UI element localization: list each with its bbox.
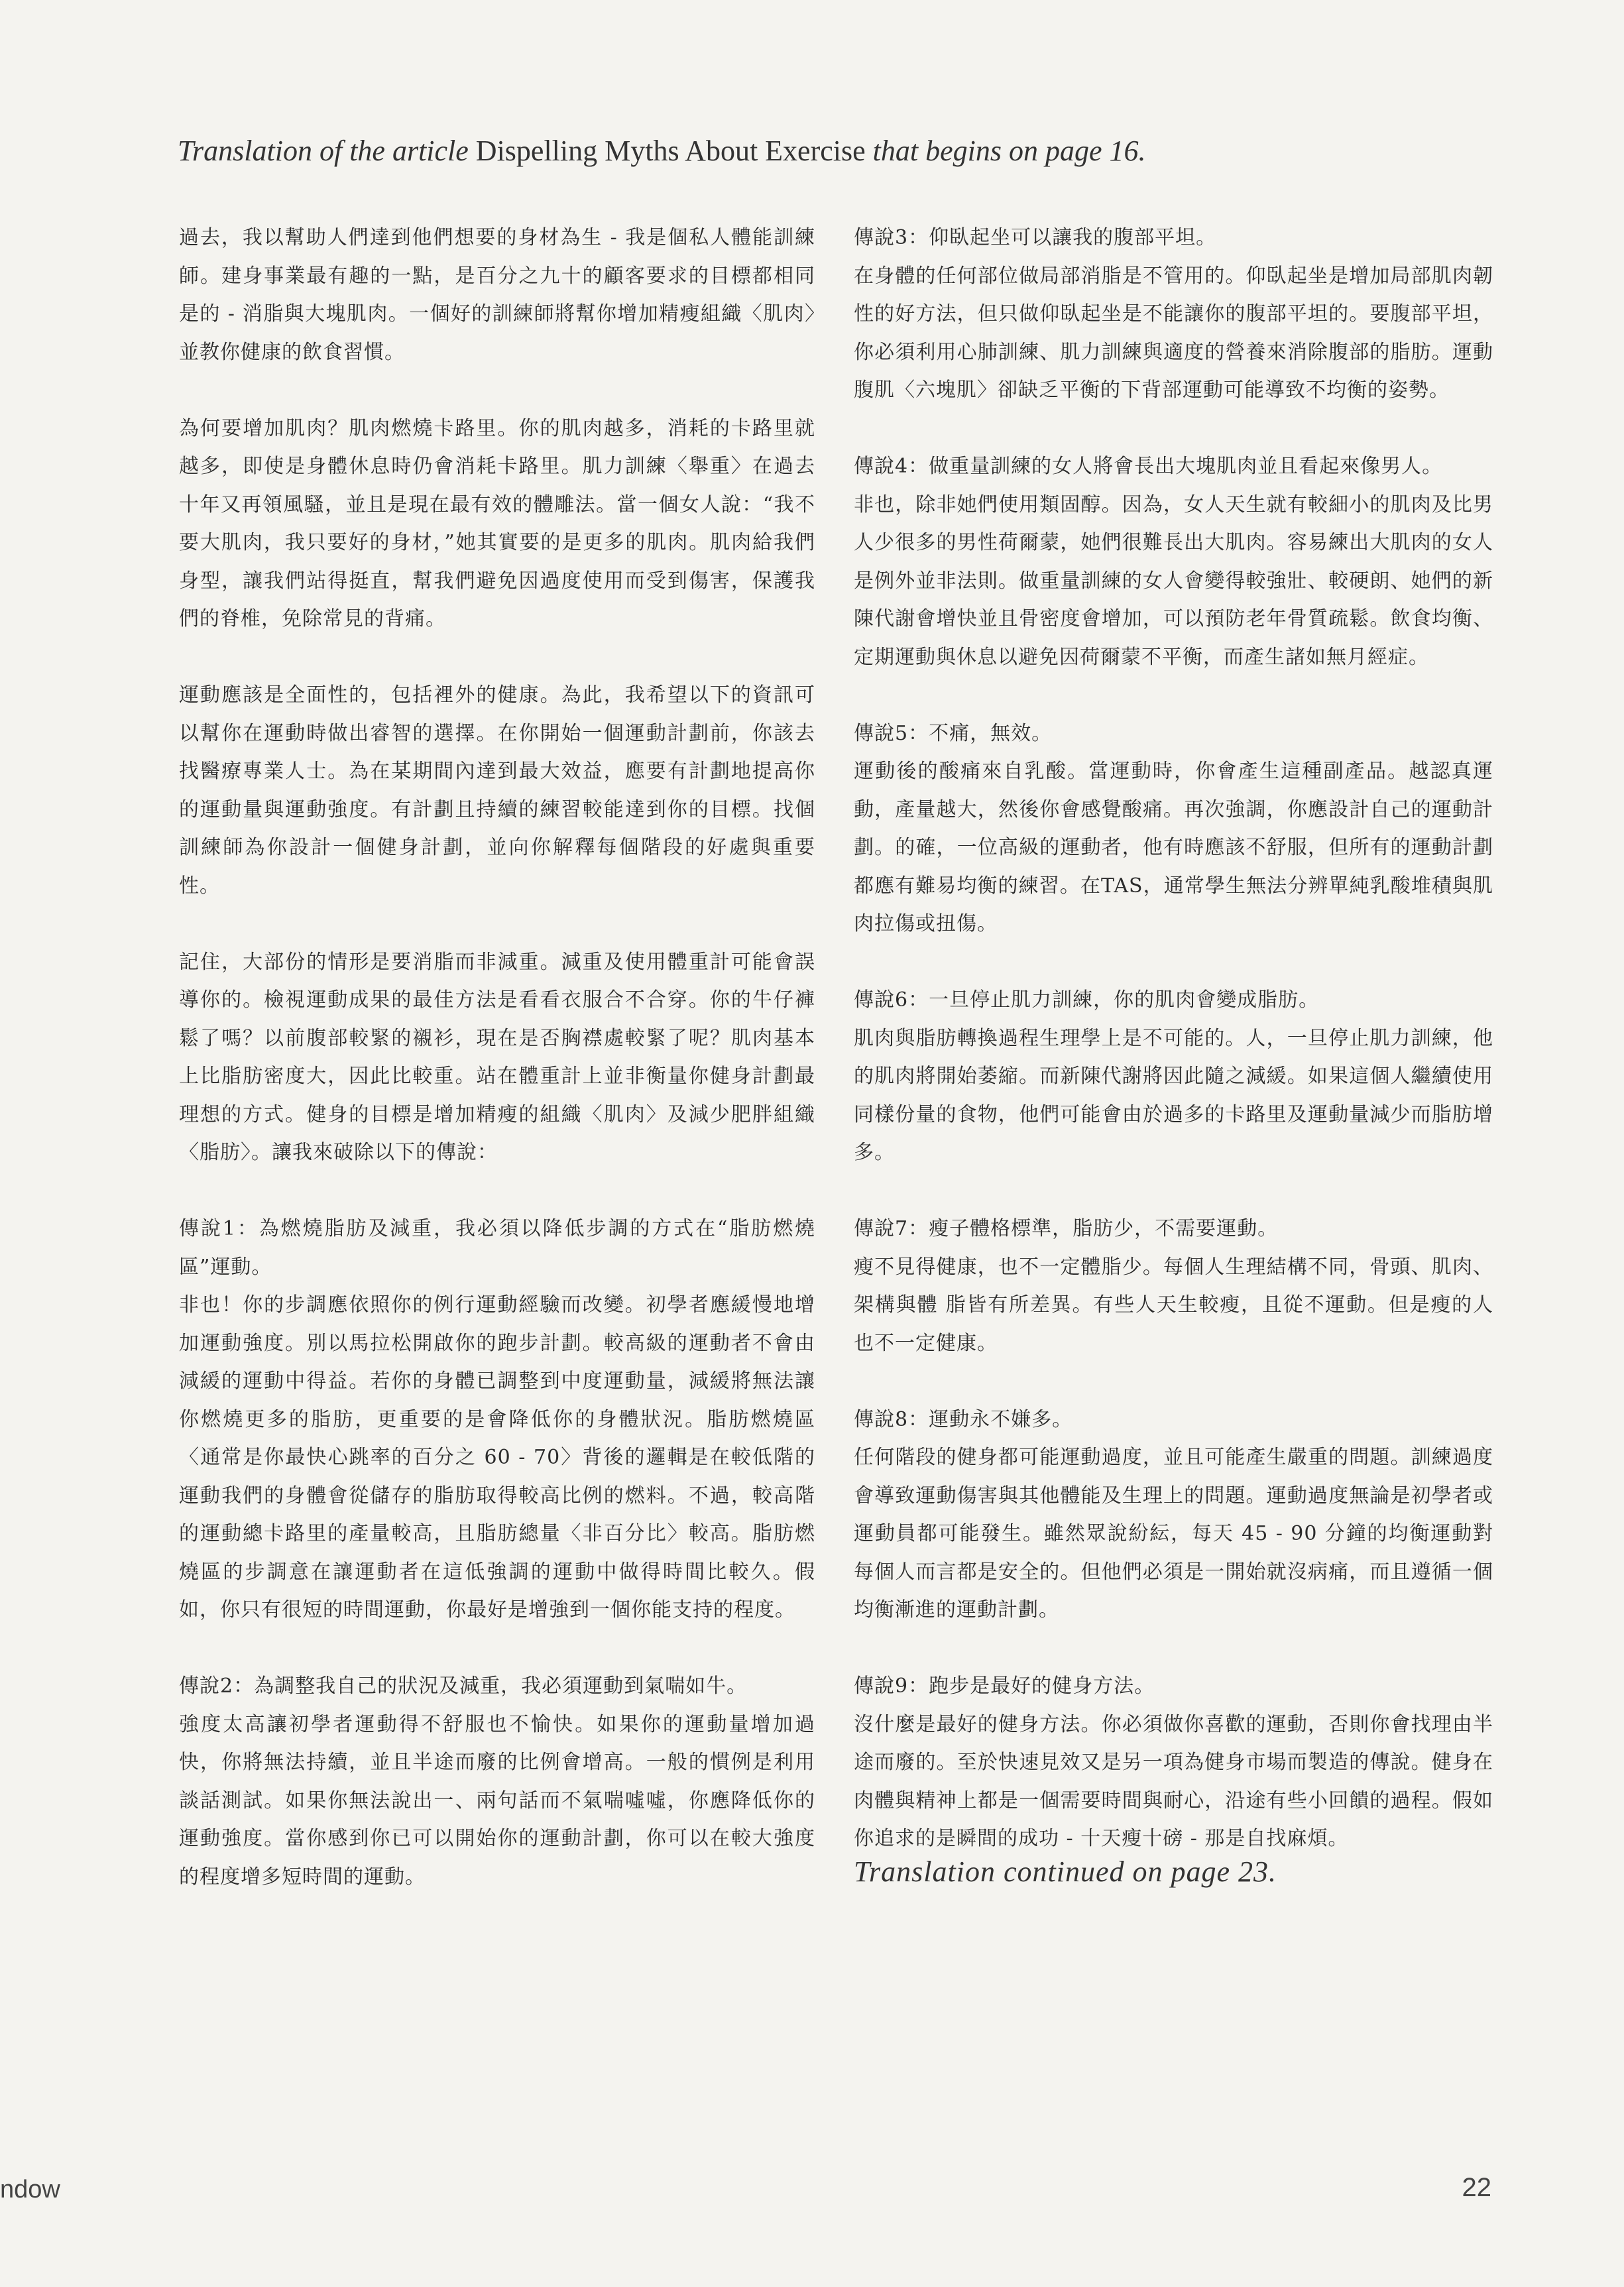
left-column xyxy=(179,219,815,1934)
myth-title: 傳說4：做重量訓練的女人將會長出大塊肌肉並且看起來像男人。 xyxy=(854,455,1443,478)
myth-4 xyxy=(854,447,1493,676)
myth-body: 運動後的酸痛來自乳酸。當運動時，你會產生這種副產品。越認真運動，產量越大，然後你會感覺酸痛。再次強調，你應設計自己的運動計劃。的確，一位高級的運動者，他有時應該不舒服，但所有的運動計劃都應有難易均衡的練習。在TAS，通常學生無法分辨單純乳酸堆積與肌肉拉傷或扭傷。 xyxy=(854,760,1493,935)
myth-title: 傳說1：為燃燒脂肪及減重，我必須以降低步調的方式在“脂肪燃燒區”運動。 xyxy=(179,1217,815,1279)
article-header xyxy=(178,133,1490,170)
myth-body: 沒什麼是最好的健身方法。你必須做你喜歡的運動，否則你會找理由半途而廢的。至於快速見效又是另一項為健身市場而製造的傳說。健身在肉體與精神上都是一個需要時間與耐心，沿途有些小回饋的過程。假如你追求的是瞬間的成功 - 十天瘦十磅 - 那是自找麻煩。 xyxy=(854,1712,1493,1850)
myth-7 xyxy=(854,1210,1493,1362)
page-number: 22 xyxy=(1462,2173,1491,2202)
myth-title: 傳說8：運動永不嫌多。 xyxy=(854,1407,1073,1431)
header-suffix: that begins on page 16. xyxy=(872,135,1146,167)
myth-8 xyxy=(854,1401,1493,1629)
myth-title: 傳說7：瘦子體格標準，脂肪少，不需要運動。 xyxy=(854,1217,1279,1240)
myth-5 xyxy=(854,715,1493,943)
myth-body: 非也，除非她們使用類固醇。因為，女人天生就有較細小的肌肉及比男人少很多的男性荷爾蒙，她們很難長出大肌肉。容易練出大肌肉的女人是例外並非法則。做重量訓練的女人會變得較強壯、較硬朗、她們的新陳代謝會增快並且骨密度會增加，可以預防老年骨質疏鬆。飲食均衡、定期運動與休息以避免因荷爾蒙不平衡，而產生諸如無月經症。 xyxy=(854,493,1493,669)
muscle-paragraph: 為何要增加肌肉？肌肉燃燒卡路里。你的肌肉越多，消耗的卡路里就越多，即使是身體休息時仍會消耗卡路里。肌力訓練〈舉重〉在過去十年又再領風騷，並且是現在最有效的體雕法。當一個女人說：“我不要大肌肉，我只要好的身材，”她其實要的是更多的肌肉。肌肉給我們身型，讓我們站得挺直，幫我們避免因過度使用而受到傷害，保護我們的脊椎，免除常見的背痛。 xyxy=(179,416,815,630)
myth-title: 傳說9：跑步是最好的健身方法。 xyxy=(854,1674,1155,1698)
header-prefix: Translation of the article xyxy=(178,135,469,167)
continued-note: Translation continued on page 23. xyxy=(854,1855,1277,1888)
myth-body: 強度太高讓初學者運動得不舒服也不愉快。如果你的運動量增加過快，你將無法持續，並且半途而廢的比例會增高。一般的慣例是利用談話測試。如果你無法說出一、兩句話而不氣喘噓噓，你應降低你的運動強度。當你感到你已可以開始你的運動計劃，你可以在較大強度的程度增多短時間的運動。 xyxy=(179,1712,815,1889)
myth-title: 傳說2：為調整我自己的狀況及減重，我必須運動到氣喘如牛。 xyxy=(179,1674,748,1698)
myth-body: 任何階段的健身都可能運動過度，並且可能產生嚴重的問題。訓練過度會導致運動傷害與其他體能及生理上的問題。運動過度無論是初學者或運動員都可能發生。雖然眾說紛紜，每天 45 - 90 分鐘的均衡運動對每個人而言都是安全的。但他們必須是一開始就沒病痛，而且遵循一個均衡漸進的運動計劃。 xyxy=(854,1446,1493,1621)
scale-paragraph: 記住，大部份的情形是要消脂而非減重。減重及使用體重計可能會誤導你的。檢視運動成果的最佳方法是看看衣服合不合穿。你的牛仔褲鬆了嗎？以前腹部較緊的襯衫，現在是否胸襟處較緊了呢？肌肉基本上比脂肪密度大，因此比較重。站在體重計上並非衡量你健身計劃最理想的方式。健身的目標是增加精瘦的組織〈肌肉〉及減少肥胖組織〈脂肪〉。讓我來破除以下的傳說： xyxy=(179,950,815,1164)
myth-3 xyxy=(854,219,1493,410)
myth-body: 在身體的任何部位做局部消脂是不管用的。仰臥起坐是增加局部肌肉韌性的好方法，但只做仰臥起坐是不能讓你的腹部平坦的。要腹部平坦，你必須利用心肺訓練、肌力訓練與適度的營養來消除腹部的脂肪。運動腹肌〈六塊肌〉卻缺乏平衡的下背部運動可能導致不均衡的姿勢。 xyxy=(854,264,1493,402)
myth-title: 傳說5：不痛，無效。 xyxy=(854,721,1053,745)
footer-magazine-name: ndow xyxy=(0,2176,60,2203)
myth-body: 肌肉與脂肪轉換過程生理學上是不可能的。人，一旦停止肌力訓練，他的肌肉將開始萎縮。而新陳代謝將因此隨之減緩。如果這個人繼續使用同樣份量的食物，他們可能會由於過多的卡路里及運動量減少而脂肪增多。 xyxy=(854,1026,1493,1164)
myth-title: 傳說3：仰臥起坐可以讓我的腹部平坦。 xyxy=(854,226,1217,249)
right-column xyxy=(854,219,1493,1889)
myth-1 xyxy=(179,1210,815,1629)
intro-paragraph: 過去，我以幫助人們達到他們想要的身材為生 - 我是個私人體能訓練師。建身事業最有趣的一點，是百分之九十的顧客要求的目標都相同是的 - 消脂與大塊肌肉。一個好的訓練師將幫你增加精瘦組織〈肌肉〉並教你健康的飲食習慣。 xyxy=(179,226,815,364)
header-title: Dispelling Myths About Exercise xyxy=(475,135,866,167)
myth-9 xyxy=(854,1667,1493,1858)
myth-6 xyxy=(854,981,1493,1172)
myth-body: 非也！你的步調應依照你的例行運動經驗而改變。初學者應緩慢地增加運動強度。別以馬拉松開啟你的跑步計劃。較高級的運動者不會由減緩的運動中得益。若你的身體已調整到中度運動量，減緩將無法讓你燃燒更多的脂肪，更重要的是會降低你的身體狀況。脂肪燃燒區〈通常是你最快心跳率的百分之 60 - 70〉背後的邏輯是在較低階的運動我們的身體會從儲存的脂肪取得較高比例的燃料。不過，較高階的運動總卡路里的產量較高，且脂肪總量〈非百分比〉較高。脂肪燃燒區的步調意在讓運動者在這低強調的運動中做得時間比較久。假如，你只有很短的時間運動，你最好是增強到一個你能支持的程度。 xyxy=(179,1293,815,1621)
holistic-paragraph: 運動應該是全面性的，包括裡外的健康。為此，我希望以下的資訊可以幫你在運動時做出睿智的選擇。在你開始一個運動計劃前，你該去找醫療專業人士。為在某期間內達到最大效益，應要有計劃地提高你的運動量與運動強度。有計劃且持續的練習較能達到你的目標。找個訓練師為你設計一個健身計劃，並向你解釋每個階段的好處與重要性。 xyxy=(179,683,815,898)
myth-body: 瘦不見得健康，也不一定體脂少。每個人生理結構不同，骨頭、肌肉、架構與體 脂皆有所差異。有些人天生較瘦，且從不運動。但是瘦的人也不一定健康。 xyxy=(854,1255,1493,1355)
myth-title: 傳說6：一旦停止肌力訓練，你的肌肉會變成脂肪。 xyxy=(854,988,1320,1012)
myth-2 xyxy=(179,1667,815,1896)
